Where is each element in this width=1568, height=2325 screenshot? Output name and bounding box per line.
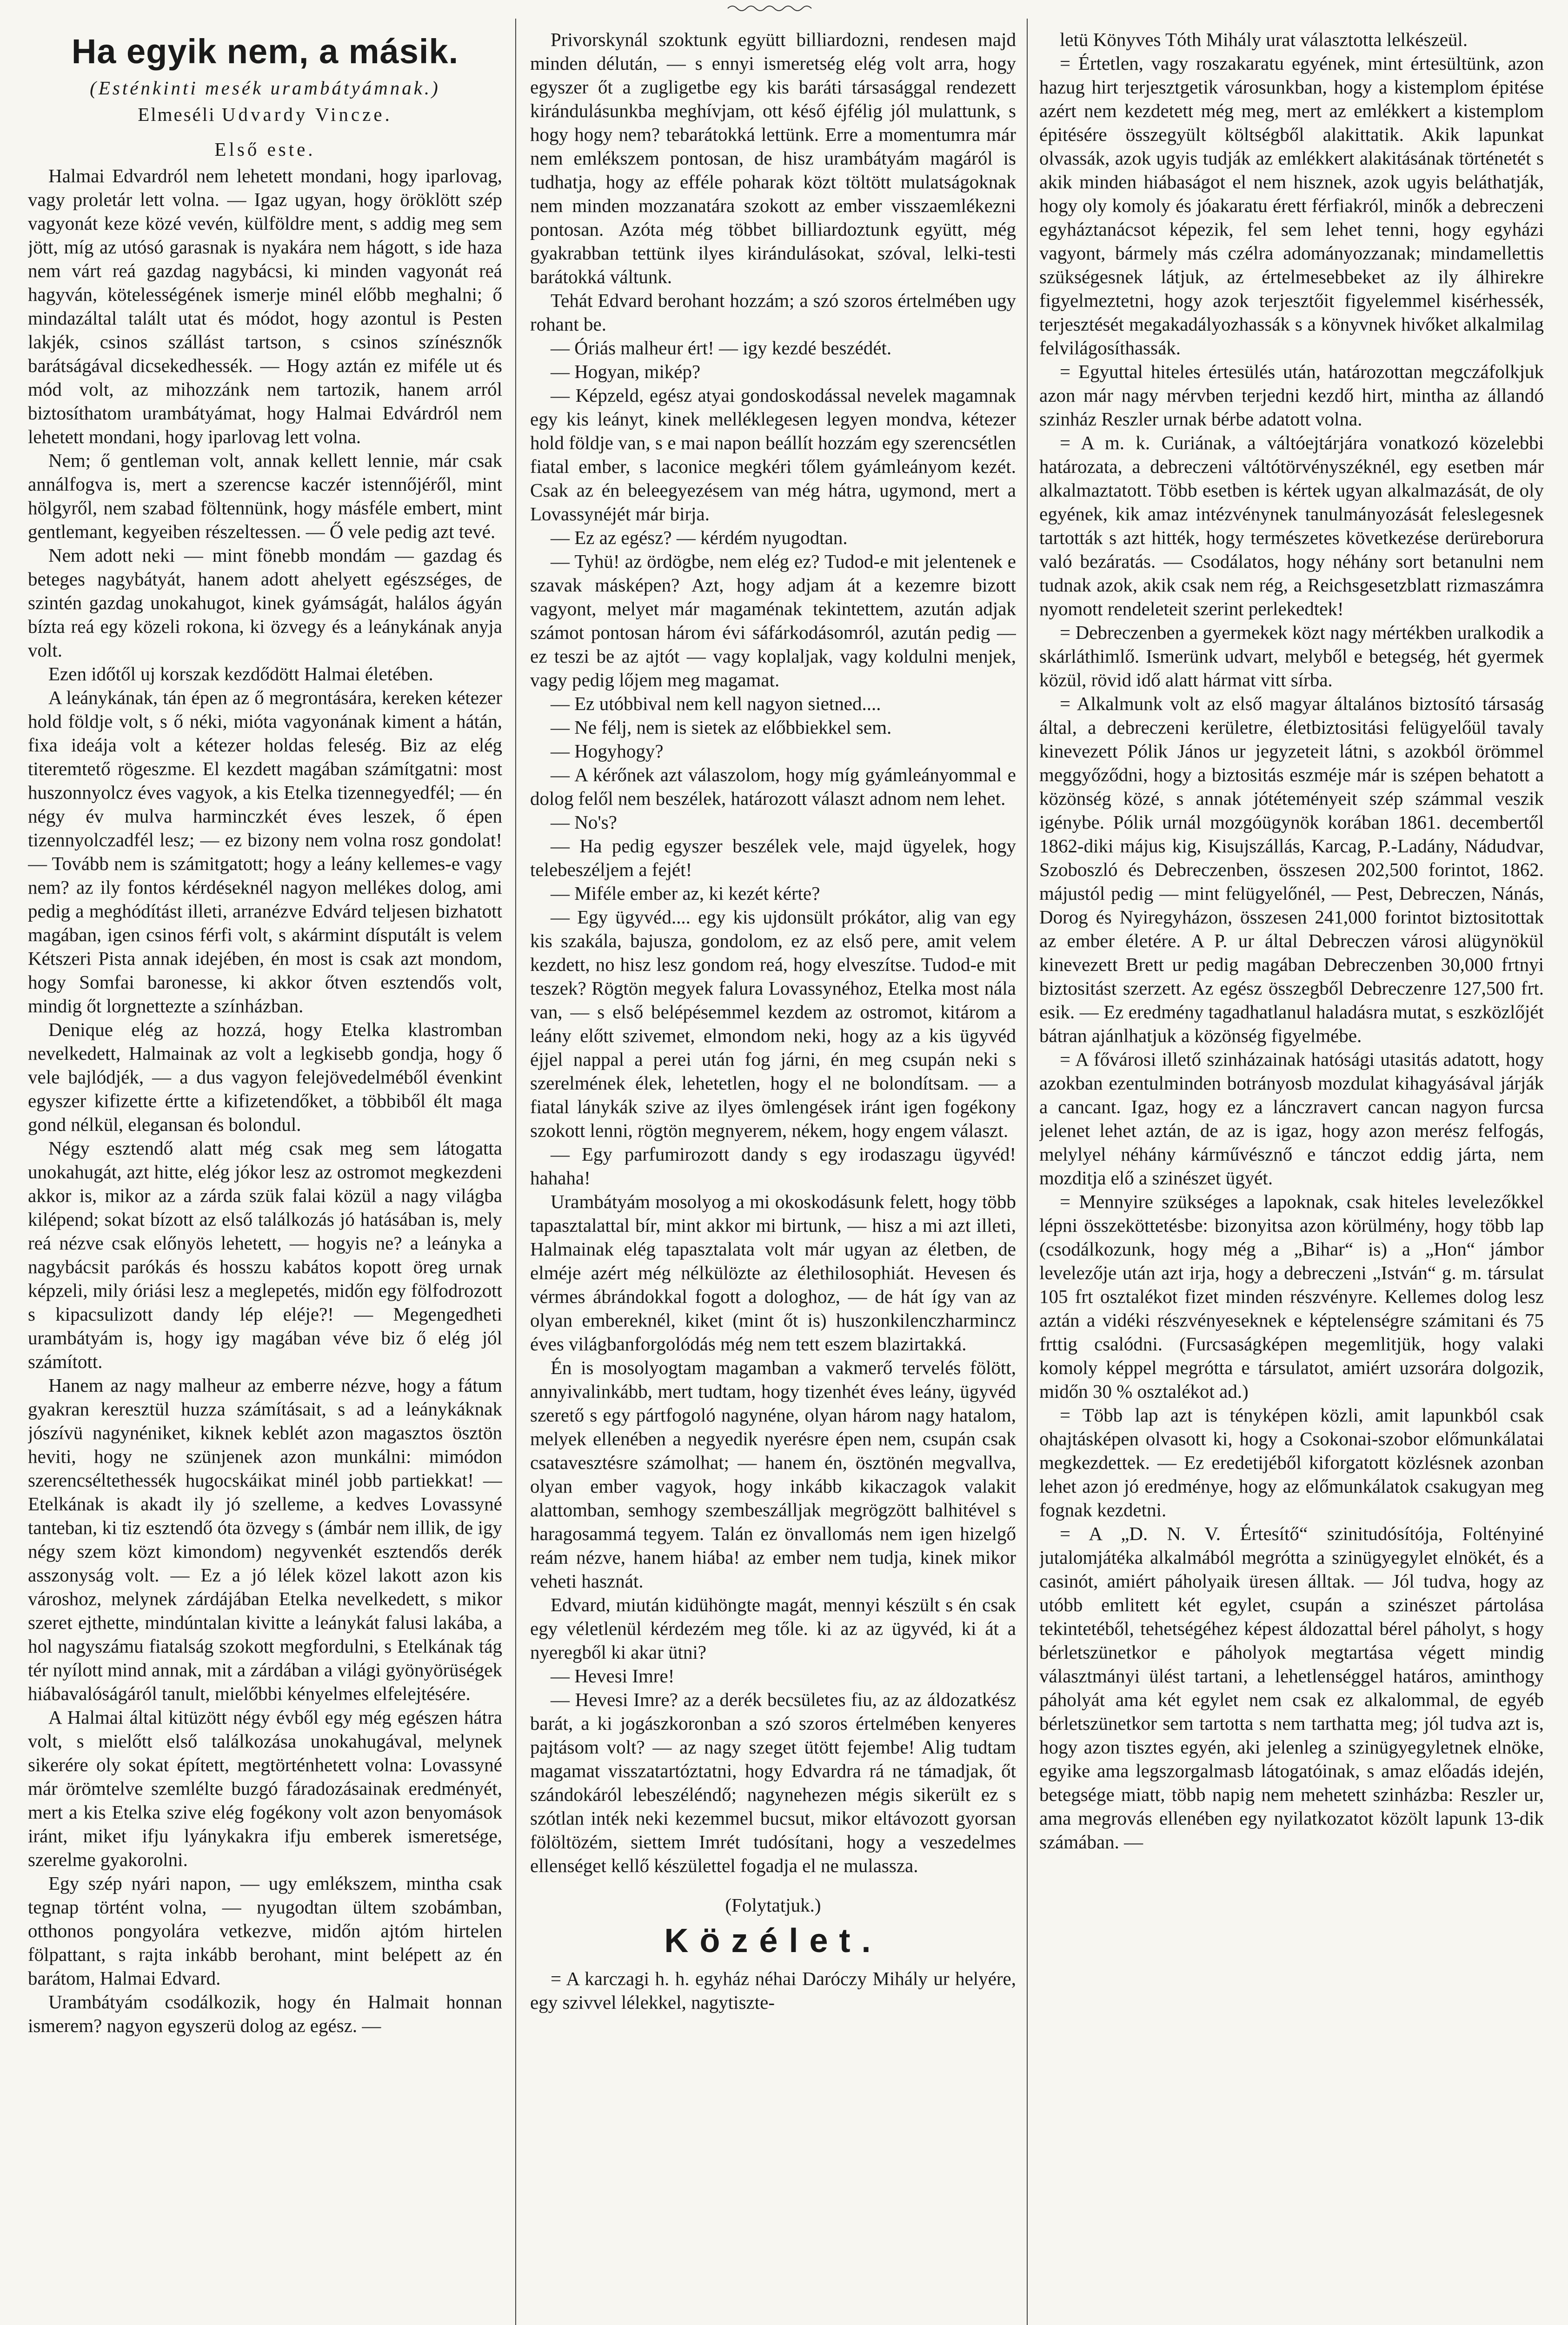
article-paragraph: A Halmai által kitüzött négy évből egy még egészen hátra volt, s mielőtt első találkozása unokahugával, melynek sikerére oly sokat épített, megtörténhetett volna: Lovassyné már örömtelve szemlélte buzgó fáradozásainak eredményét, mert a kis Etelka szive elég fogékony volt azon benyomások iránt, miket ifju lyánykakra ifju emberek ismeretsége, szerelme gyakorolni. [28, 1707, 502, 1870]
column-1 [28, 28, 502, 2325]
article-paragraph: Urambátyám csodálkozik, hogy én Halmait honnan ismerem? nagyon egyszerü dolog az egész. — [28, 1991, 502, 2036]
header-ornament-icon [725, 4, 818, 13]
article-paragraph: Nem; ő gentleman volt, annak kellett lennie, már csak annálfogva is, mert a szerencse kaczér istennőjéről, mint hölgyről, nem szabad föltennünk, hogy másféle embert, mint gentlemant, kegyeiben részeltessen. — Ő vele pedig azt tevé. [28, 450, 502, 542]
article-paragraph: — Tyhü! az ördögbe, nem elég ez? Tudod-e mit jelentenek e szavak másképen? Azt, hogy adjam át a kezemre bizott vagyont, melyet már magaménak tekintettem, azután adjak számot pontosan három évi sáfárkodásomról, azután pedig — ez teszi be az ajtót — vagy koplaljak, vagy koldulni menjek, vagy pedig lőjem meg magamat. [530, 551, 1016, 691]
article-paragraph: — Egy parfumirozott dandy s egy irodaszagu ügyvéd! hahaha! [530, 1143, 1016, 1189]
article-paragraph: — Ha pedig egyszer beszélek vele, majd ügyelek, hogy telebeszéljem a fejét! [530, 835, 1016, 880]
article-paragraph: Urambátyám mosolyog a mi okoskodásunk felett, hogy több tapasztalattal bír, mint akkor mi birtunk, — hisz a mi azt illeti, Halmainak elég tapasztalata volt már ugyan az életben, de elméje azért még nélkülözte az élethilosophiát. Hevesen és vérmes ábrándokkal fogott a dologhoz, — de hát így van az olyan embereknél, kiket (mint őt is) huszonkilenczharmincz éves világbanforgolódás még nem tett eszem blazirtakká. [530, 1191, 1016, 1355]
article-paragraph: Denique elég az hozzá, hogy Etelka klastromban nevelkedett, Halmainak az volt a legkisebb gondja, hogy ő vele bajlódjék, — a dus vagyon felejövedelméből évenkint egyszer kifizette értte a kifizetendőket, a többiből élt maga gond nélkül, elegansan és bolondul. [28, 1019, 502, 1135]
news-paragraph: = Több lap azt is tényképen közli, amit lapunkból csak ohajtásképen olvasott ki, hogy a Csokonai-szobor előmunkálatai megkezdettek. — Ez eredetijéből kiforgatott közlésnek azonban lehet azon jó eredménye, hogy az előmunkálatok csakugyan meg fognak kezdetni. [1039, 1404, 1544, 1521]
article-paragraph: — No's? [551, 811, 617, 833]
article-paragraph: — Hevesi Imre? az a derék becsületes fiu, az az áldozatkész barát, a ki jogászkoronban a szó szoros értelmében kenyeres pajtásom volt? — az nagy szeget ütött fejembe! Alig tudtam magamat visszatartóztatni, hogy Edvardra rá ne támadjak, őt szándokáról lebeszéléndő; nagynehezen mégis sikerült ez s szótlan inték neki kezemmel bucsut, mikor eltávozott gyorsan fölöltözém, siettem Imrét tudósítani, hogy a veszedelmes ellenséget kellő készülettel fogadja el ne mulassza. [530, 1689, 1016, 1876]
byline [28, 103, 502, 126]
chapter-heading: Első este. [214, 139, 316, 160]
article-subtitle: (Esténkinti mesék urambátyámnak.) [90, 77, 440, 99]
author-name: Udvardy Vincze. [221, 104, 392, 125]
article-paragraph: A leánykának, tán épen az ő megrontására, kereken kétezer hold földje volt, s ő néki, mióta vagyonának kiment a hátán, fixa ideája volt a kétezer holdas feleség. Biz az elég titeremtető rögeszme. El kezdett magában számítgatni: most huszonnyolcz éves vagyok, a kis Etelka tizennegyedfél; — én négy év mulva harminczkét éves leszek, ő épen tizennyolczadfél lesz; — ez bizony nem volna rosz gondolat! — Tovább nem is számitgatott; hogy a leány kellemes-e vagy nem? az ily fontos kérdéseknél nagyon mellékes dolog, ami pedig a meghódítást illeti, arranézve Edvárd teljesen bizhatott magában, igen csinos férfi volt, s akármint dísputált is velem Kétszeri Pista annak idejében, én most is csak azt mondom, hogy Somfai baronesse, ki akkor őtven esztendős volt, mindig őt lorgnettezte a színházban. [28, 687, 502, 1016]
article-paragraph: — A kérőnek azt válaszolom, hogy míg gyámleányommal e dolog felől nem beszélek, határozott választ adnom nem lehet. [530, 764, 1016, 809]
article-paragraph: Négy esztendő alatt még csak meg sem látogatta unokahugát, azt hitte, elég jókor lesz az ostromot megkezdeni akkor is, mikor az a zárda szük falai közül a nagy világba kilépend; sokat bízott az első találkozás jó hatásában is, mely reá nézve csak előnyös lehetett, — hogyis ne? a leányka a nagybácsit parókás és hosszu kabátos kopott öreg urnak képzeli, mily óriási lesz a meglepetés, midőn egy fölfodrozott s kipacsulizott dandy lép eléje?! — Megengedheti urambátyám is, hogy igy magában véve biz ő elég jól számított. [28, 1137, 502, 1372]
news-paragraph: = A m. k. Curiának, a váltóejtárjára vonatkozó közelebbi határozata, a debreczeni váltótörvényszéknél, egy esetben már alkalmaztatott. Több esetben is kértek ugyan alkalmazását, de oly egyének, kik amaz intézvénynek tanulmányozását feleslegesnek tartották s azt hitték, hogy természetes következése derüreborura való bezáratás. — Csodálatos, hogy néhány sort betanulni nem tudnak azok, akik csak nem rég, a Reichsgesetzblatt rizmaszámra nyomott rendeleteit szerint perlekedtek! [1039, 432, 1544, 619]
article-paragraph: — Miféle ember az, ki kezét kérte? [551, 883, 820, 904]
kozelet-section-title: Közélet. [664, 1922, 882, 1960]
column-2 [530, 28, 1016, 2325]
news-paragraph: letü Könyves Tóth Mihály urat választotta lelkészeül. [1060, 29, 1468, 50]
article-paragraph: Én is mosolyogtam magamban a vakmerő tervelés fölött, annyivalinkább, mert tudtam, hogy tizenhét éves leány, ügyvéd szerető s egy pártfogoló nagynéne, olyan három nagy hatalom, melyek ellenében a negyedik nyerésre épen nem, csupán csak csatavesztésre számolhat; — hanem én, ösztönén megvallva, olyan ember vagyok, hogy inkább kikaczagok valakit alattomban, semhogy szembeszálljak megrögzött balhitével s haragosammá tegyem. Talán ez önvallomás nem igen hizelgő reám nézve, hanem hiába! az ember nem tudja, kinek mikor veheti hasznát. [530, 1357, 1016, 1592]
news-body-col3 [1039, 28, 1544, 1854]
to-be-continued: (Folytatjuk.) [725, 1894, 821, 1916]
article-paragraph: Privorskynál szoktunk együtt billiardozni, rendesen majd minden délután, — s ennyi ismeretség elég volt arra, hogy egyszer őt a zugligetbe egy kis baráti társasággal rendezett kirándulásunkba meghívjam, ott késő éjfélig jól mulattunk, s hogy hogy nem? tebarátokká lettünk. Erre a momentumra már nem emlékszem pontosan, de hisz urambátyám magáról is tudhatja, hogy az efféle poharak közt töltött mulatságoknak nem minden mozzanatára szokott az ember visszaemlékezni pontosan. Azóta még többet billiardoztunk együtt, még gyakrabban tettünk ilyes kirándulásokat, szóval, lelki-testi barátokká váltunk. [530, 29, 1016, 287]
article-paragraph: — Ne félj, nem is sietek az előbbiekkel sem. [551, 717, 892, 738]
article-paragraph: — Ez az egész? — kérdém nyugodtan. [551, 527, 848, 548]
news-paragraph: = A karczagi h. h. egyház néhai Daróczy Mihály ur helyére, egy szivvel lélekkel, nagytiszte- [530, 1968, 1016, 2013]
article-paragraph: — Óriás malheur ért! — igy kezdé beszédét. [551, 337, 892, 359]
news-paragraph: = A „D. N. V. Értesítő“ szinitudósítója, Foltényiné jutalomjátéka alkalmából megrótta a szinügyegylet elnökét, és a casinót, amiért páholyaik üresen álltak. — Jól tudva, hogy az utóbb emlitett két egylet, csupán a szinészet pártolása tekintetéből, tehetségéhez képest áldozattal bérel páholyt, s hogy bérletszünetkor e páholyok megtartása végett mindig választmányi ülést tartani, a lehetlenséggel határos, aminthogy páholyát ama két egylet nem csak ez alkalommal, de egyéb bérletszünetkor sem tartotta s nem tarthatta meg; jól tudva azt is, hogy azon tisztes egyén, aki jelenleg a szinügyegyletnek elnöke, egyike ama legszorgalmasb látogatóinak, s amaz előadás idején, betegsége miatt, több napig nem mehetett szinházba: Reszler ur, ama megrovás ellenében egy nyilatkozatot közölt lapunk 13-dik számában. — [1039, 1523, 1544, 1853]
news-paragraph: = Értetlen, vagy roszakaratu egyének, mint értesültünk, azon hazug hirt terjesztgetik városunkban, hogy a kistemplom épitése azért nem kezdetett még meg, mert az emlékkert a kistemplom épitésére összegyült költségből alakittatik. Akik lapunkat olvassák, azok ugyis tudják az emlékkert alakitásának történetét s akik minden hiábaságot el nem hisznek, azok ugyis beláthatják, hogy oly komoly és jóakaratu érett férfiakról, minők a debreczeni egyháztanácsot képezik, fel sem lehet tenni, hogy egyházi vagyont, bármely más czélra adományozzanak; mindamellettis szükségesnek látjuk, az értelmesebbeket az ily álhirekre figyelmeztetni, hogy azok terjesztőit figyelemmel kisérhessék, terjesztését megakadályozhassák s a könyvnek hivőket alkalmilag felvilágosíthassák. [1039, 53, 1544, 359]
news-paragraph: = A fővárosi illető szinházainak hatósági utasitás adatott, hogy azokban ezentulminden botrányosb mozdulat kihagyásával járják a cancant. Igaz, hogy ez a lánczravert cancan nagyon furcsa jelenet lehet aztán, de az is igaz, hogy azon merész felfogás, melylyel néhány kárművésznő e tánczot eddig járta, nem mozditja elő a szinészet ügyét. [1039, 1049, 1544, 1189]
article-paragraph: Nem adott neki — mint fönebb mondám — gazdag és beteges nagybátyát, hanem adott ahelyett egészséges, de szintén gazdag unokahugot, kinek gyámságát, halálos ágyán bízta reá egy közeli rokona, ki özvegy és a leánykának anyja volt. [28, 545, 502, 661]
news-paragraph: = Alkalmunk volt az első magyar általános biztosító társaság által, a debreczeni kerületre, életbiztositási felügyelőül tavaly kinevezett Pólik János ur jegyzeteit látni, s azokból örömmel meggyőződni, hogy a biztositás eszméje már is szépen behatott a közönség közé, s annak jótéteményeit szép számmal veszik igénybe. Pólik urnál mozgóügynök korában 1861. decembertől 1862-diki május kig, Kisujszállás, Karcag, P.-Ladány, Nádudvar, Szoboszló és Debreczenben, összesen 202,500 forintot, 1862. májustól pedig — mint felügyelőnél, — Pest, Debreczen, Nánás, Dorog és Nyiregyházon, összesen 241,000 forintot biztositottak az ember életére. A P. ur által Debreczen városi alügynökül kinevezett Brett ur pedig magában Debreczenben 30,000 frtnyi biztositást szerzett. Az egész összegből Debreczenre 127,500 frt. esik. — Ez eredmény tagadhatlanul haladásra mutat, s eszközlőjét bátran ajánlhatjuk a közönség figyelmébe. [1039, 693, 1544, 1046]
article-paragraph: Edvard, miután kidühöngte magát, mennyi készült s én csak egy véletlenül kérdezém meg tőle. ki az az ügyvéd, ki át a nyeregből ki akar ütni? [530, 1594, 1016, 1663]
news-paragraph: = Mennyire szükséges a lapoknak, csak hiteles levelezőkkel lépni összeköttetésbe: bizonyitsa azon körülmény, hogy több lap (csodálkozunk, hogy még a „Bihar“ is) a „Hon“ jámbor levelezője után azt irja, hogy a debreczeni „István“ g. m. társulat 105 frt osztalékot fizet minden részvényre. Kellemes dolog lesz aztán a vidéki részvényeseknek e képtelenségre számitani és 75 frttig csalódni. (Furcsaságképen megemlitjük, hogy valaki komoly képpel megrótta e társulatot, amiért uzsorára dolgozik, midőn 30 % osztalékot ad.) [1039, 1191, 1544, 1402]
article-paragraph: Ezen időtől uj korszak kezdődött Halmai életében. [48, 663, 433, 684]
article-paragraph: — Hogyhogy? [551, 740, 664, 762]
news-paragraph: = Egyuttal hiteles értesülés után, határozottan megczáfolkjuk azon már nagy mérvben terjedni kezdő hirt, mintha az állandó szinház Reszler urnak bérbe adatott volna. [1039, 361, 1544, 430]
article-paragraph: Egy szép nyári napon, — ugy emlékszem, mintha csak tegnap történt volna, — nyugodtan ültem szobámban, otthonos pongyolára vetkezve, midőn ajtóm hirtelen fölpattant, s rajta inkább berohant, mint belépett az én barátom, Halmai Edvard. [28, 1873, 502, 1989]
news-paragraph: = Debreczenben a gyermekek közt nagy mértékben uralkodik a skárláthimlő. Ismerünk udvart, melyből e betegség, hét gyermek közül, rövid idő alatt hármat vitt sírba. [1039, 622, 1544, 691]
article-paragraph: Tehát Edvard berohant hozzám; a szó szoros értelmében ugy rohant be. [530, 290, 1016, 335]
article-paragraph: — Képzeld, egész atyai gondoskodással nevelek magamnak egy kis leányt, kinek melléklegesen legyen mondva, kétezer hold földje van, s e mai napon beállít hozzám egy szerencsétlen fiatal ember, s laconice megkéri tőlem gyámleányom kezét. Csak az én beleegyezésem van még hátra, ugymond, mert a Lovassynéjét már birja. [530, 385, 1016, 525]
column-divider [1027, 19, 1028, 2325]
article-paragraph: Halmai Edvardról nem lehetett mondani, hogy iparlovag, vagy proletár lett volna. — Igaz ugyan, hogy öröklött szép vagyonát keze közé vevén, külföldre ment, s addig meg sem jött, míg az utósó garasnak is nyakára nem hágott, s ide haza nem várt reá gazdag nagybácsi, ki minden vagyonát reá hagyván, kötelességének ismerje minél előbb meghalni; ő mindazáltal talált utat és módot, hogy azontul is Pesten lakjék, csinos szállást tartson, s csinos színésznők barátságával dicsekedhessék. — Hogy aztán ez miféle ut és mód volt, az mihozzánk nem tartozik, hanem arról biztosíthatom urambátyámat, hogy Halmai Edvárdról nem lehetett mondani, hogy iparlovag lett volna. [28, 165, 502, 447]
article-paragraph: — Hogyan, mikép? [551, 361, 701, 382]
article-paragraph: — Ez utóbbival nem kell nagyon sietned.... [551, 693, 881, 714]
article-title: Ha egyik nem, a másik. [71, 32, 459, 71]
column-3 [1039, 28, 1544, 2325]
article-paragraph: Hanem az nagy malheur az emberre nézve, hogy a fátum gyakran keresztül huzza számításait, s ad a leánykáknak jószívü nagynéniket, kiknek keblét azon magasztos ösztön heviti, hogy ne szünjenek azon munkálni: mimódon szerencséltethessék hugocskáikat minél jobb partiekkat! — Etelkának is akadt ily jó szelleme, a kedves Lovassyné tanteban, ki tiz esztendő óta özvegy s (ámbár nem illik, de igy négy szem közt kimondom) negyvenkét esztendős derék asszonyság volt. — Ez a jó lélek közel lakott azon kis városhoz, melynek zárdájában Etelka nevelkedett, s mikor szeret ejthette, mindúntalan kivitte a leánykát falusi lakába, a hol nagyszámu fiatalság szokott megfordulni, s Etelkának tág tér nyílott mind annak, mit a zárdában a világi gyönyörüségek hiábavalóságáról tanult, mielőbbi kényelmes elfelejtésére. [28, 1375, 502, 1704]
article-body-col1 [28, 164, 502, 2038]
article-paragraph: — Hevesi Imre! [551, 1665, 675, 1687]
column-divider [515, 19, 516, 2325]
article-paragraph: — Egy ügyvéd.... egy kis ujdonsült prókátor, alig van egy kis szakála, bajusza, gondolom, ez az első pere, amit velem kezdett, no hisz lesz gondom reá, hogy elveszítse. Tudod-e mit teszek? Rögtön megyek falura Lovassynéhoz, Etelka most nála van, — s első belépésemmel kezdem az ostromot, kitárom a leány előtt szivemet, elmondom neki, hogy az a kis ügyvéd éjjel nappal a perei után fog járni, én meg csupán neki s szerelmének élek, lehetetlen, hogy el ne bolondítsam. — a fiatal lánykák szive az ilyes ömlengések iránt igen fogékony szokott lenni, rögtön megnyerem, nékem, hogy engem választ. [530, 906, 1016, 1141]
article-body-col2 [530, 28, 1016, 1878]
byline-prefix: Elmeséli [138, 104, 222, 125]
